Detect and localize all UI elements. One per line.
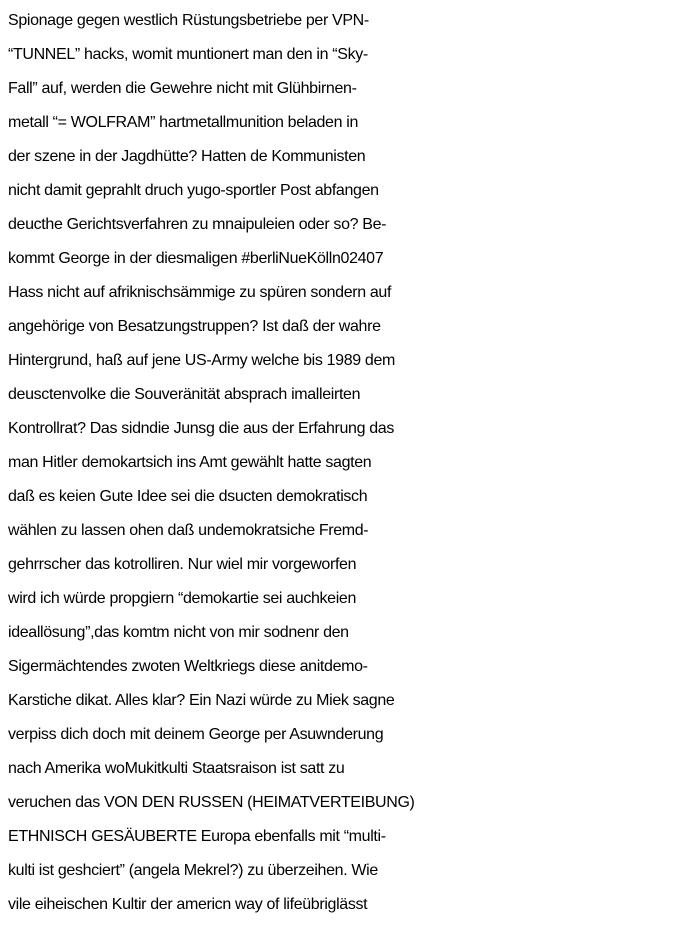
text-line-17: gehrrscher das kotrolliren. Nur wiel mir vorgeworfen — [8, 556, 357, 573]
text-line-7: deucthe Gerichtsverfahren zu mnaipuleien oder so? Be- — [8, 216, 387, 233]
text-line-6: nicht damit geprahlt druch yugo-sportler Post abfangen — [8, 182, 379, 199]
text-line-15: daß es keien Gute Idee sei die dsucten demokratisch — [8, 488, 368, 505]
text-line-21: Karstiche dikat. Alles klar? Ein Nazi würde zu Miek sagne — [8, 692, 395, 709]
text-line-26: kulti ist geshciert” (angela Mekrel?) zu überzeihen. Wie — [8, 862, 378, 879]
text-line-5: der szene in der Jagdhütte? Hatten de Kommunisten — [8, 148, 366, 165]
text-line-14: man Hitler demokartsich ins Amt gewählt hatte sagten — [8, 454, 372, 471]
text-line-23: nach Amerika woMukitkulti Staatsraison ist satt zu — [8, 760, 345, 777]
text-line-4: metall “= WOLFRAM” hartmetallmunition beladen in — [8, 114, 359, 131]
text-line-22: verpiss dich doch mit deinem George per Asuwnderung — [8, 726, 384, 743]
text-line-9: Hass nicht auf afriknischsämmige zu spüren sondern auf — [8, 284, 392, 301]
text-line-2: “TUNNEL” hacks, womit muntionert man den in “Sky- — [8, 46, 368, 63]
text-line-24: veruchen das VON DEN RUSSEN (HEIMATVERTEIBUNG) — [8, 794, 415, 811]
text-line-13: Kontrollrat? Das sidndie Junsg die aus der Erfahrung das — [8, 420, 394, 437]
text-line-19: ideallösung”,das komtm nicht von mir sodnenr den — [8, 624, 349, 641]
text-line-1: Spionage gegen westlich Rüstungsbetriebe per VPN- — [8, 12, 369, 29]
text-line-25: ETHNISCH GESÄUBERTE Europa ebenfalls mit “multi- — [8, 828, 386, 845]
text-line-3: Fall” auf, werden die Gewehre nicht mit Glühbirnen- — [8, 80, 357, 97]
text-line-12: deusctenvolke die Souveränität absprach imalleirten — [8, 386, 361, 403]
text-line-27: vile eiheischen Kultir der americn way of lifeübriglässt — [8, 896, 368, 913]
text-line-10: angehörige von Besatzungstruppen? Ist daß der wahre — [8, 318, 381, 335]
text-line-16: wählen zu lassen ohen daß undemokratsiche Fremd- — [8, 522, 369, 539]
text-line-20: Sigermächtendes zwoten Weltkriegs diese anitdemo- — [8, 658, 368, 675]
text-line-11: Hintergrund, haß auf jene US-Army welche bis 1989 dem — [8, 352, 395, 369]
body-text — [8, 4, 680, 922]
text-line-8: kommt George in der diesmaligen #berliNueKölln02407 — [8, 250, 384, 267]
text-line-18: wird ich würde propgiern “demokartie sei auchkeien — [8, 590, 357, 607]
